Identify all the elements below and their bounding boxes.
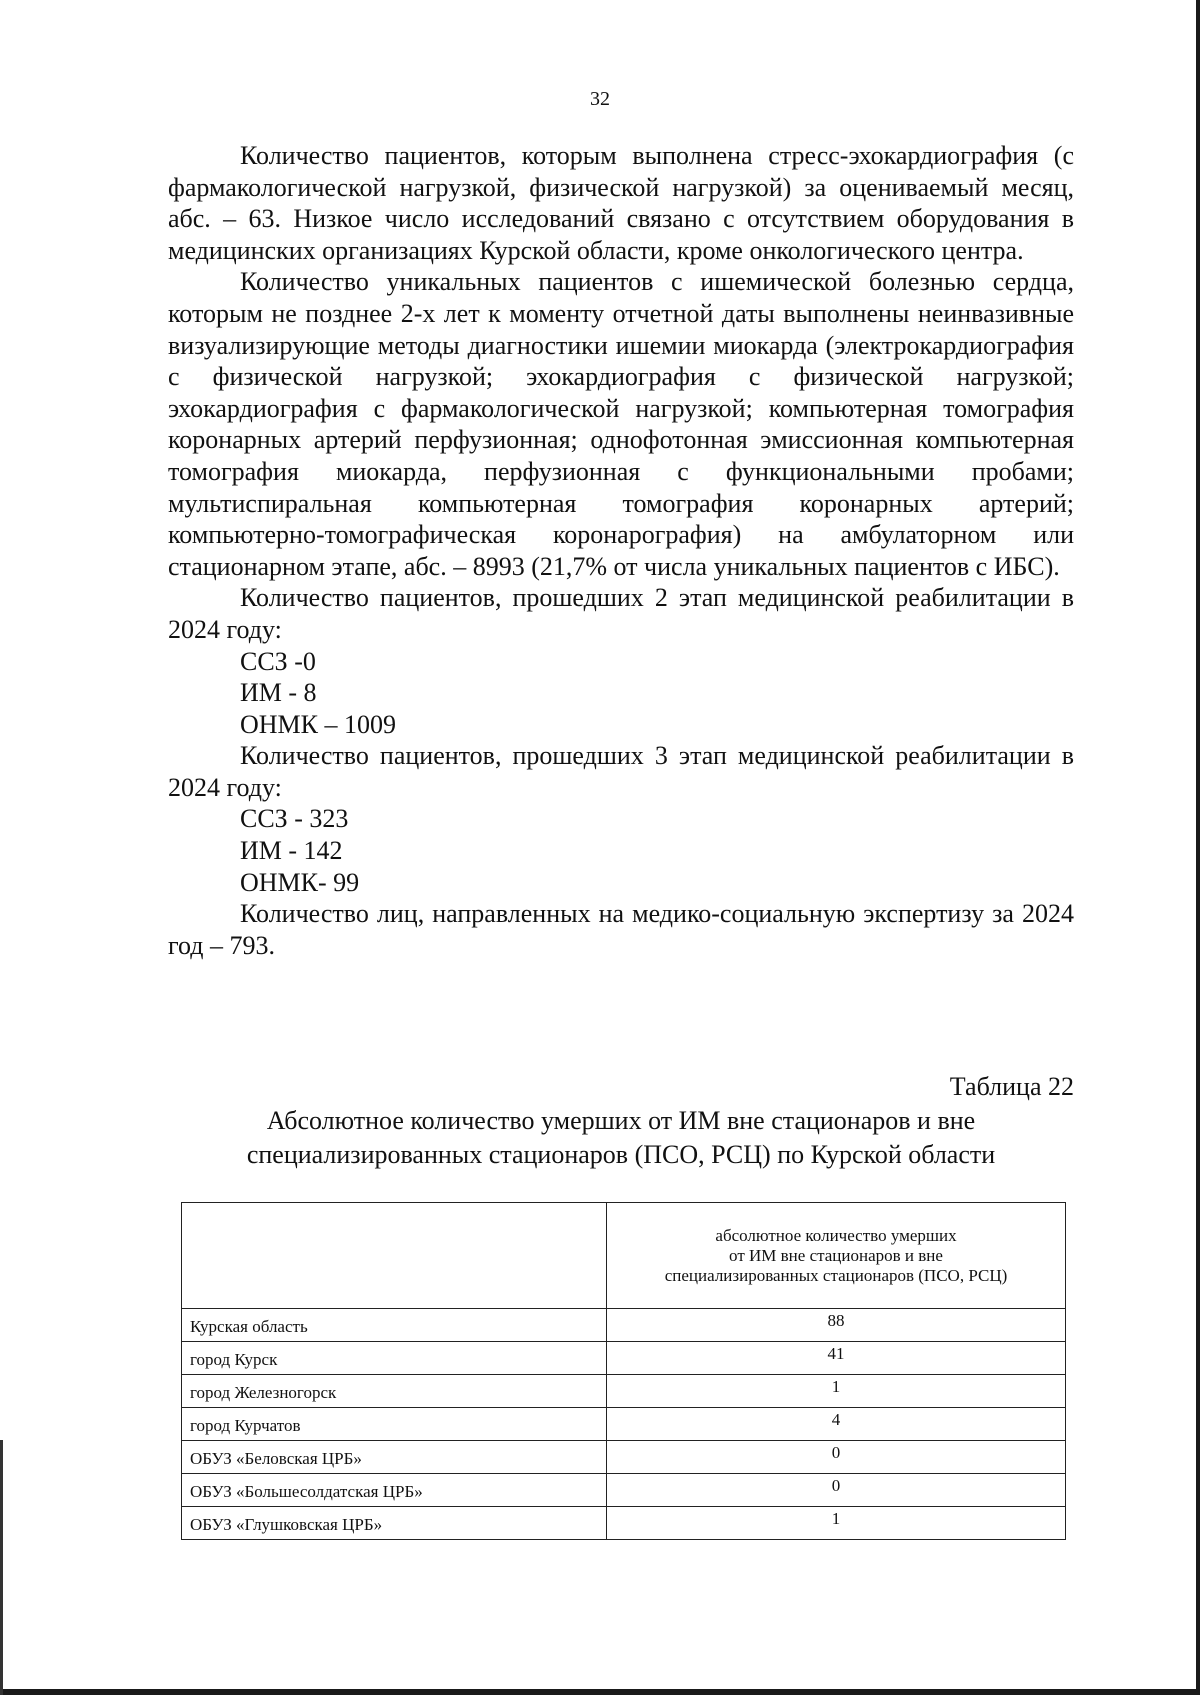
paragraph-unique-ibs: Количество уникальных пациентов с ишемической болезнью сердца, которым не позднее 2-х лет к моменту отчетной даты выполнены неинвазивные визуализирующие методы диагностики ишемии миокарда (электрокардиография с физической нагрузкой; эхокардиография с физической нагрузкой; эхокардиография с фармакологической нагрузкой; компьютерная томография коронарных артерий перфузионная; однофотонная эмиссионная компьютерная томография миокарда, перфузионная с функциональными пробами; мультиспиральная компьютерная томография коронарных артерий; компьютерно-томографическая коронарография) на амбулаторном или стационарном этапе, абс. – 8993 (21,7% от числа уникальных пациентов с ИБС).	[168, 267, 1074, 581]
paragraph-rehab-stage-3: Количество пациентов, прошедших 3 этап медицинской реабилитации в 2024 году:	[168, 741, 1074, 802]
table-title	[168, 1104, 1074, 1172]
table-title-line: Абсолютное количество умерших от ИМ вне стационаров и вне	[266, 1106, 976, 1135]
rehab-2-item: ИМ - 8	[240, 678, 317, 708]
death-count: 0	[607, 1474, 1066, 1507]
region-name: ОБУЗ «Большесолдатская ЦРБ»	[182, 1474, 607, 1507]
table-row	[182, 1309, 1066, 1342]
rehab-2-item: ССЗ -0	[240, 646, 316, 676]
table-row	[182, 1408, 1066, 1441]
table-row	[182, 1441, 1066, 1474]
table-header-empty-cell	[182, 1203, 607, 1309]
column-header-line: специализированных стационаров (ПСО, РСЦ)	[664, 1265, 1008, 1285]
paragraph-rehab-stage-2: Количество пациентов, прошедших 2 этап медицинской реабилитации в 2024 году:	[168, 583, 1074, 644]
region-name: город Курск	[182, 1342, 607, 1375]
death-count: 88	[607, 1309, 1066, 1342]
death-count: 4	[607, 1408, 1066, 1441]
death-count: 1	[607, 1375, 1066, 1408]
death-count: 1	[607, 1507, 1066, 1540]
rehab-2-item: ОНМК – 1009	[240, 709, 397, 739]
scan-edge-left	[0, 1440, 3, 1695]
document-body	[168, 140, 1074, 961]
table-row	[182, 1342, 1066, 1375]
region-name: ОБУЗ «Беловская ЦРБ»	[182, 1441, 607, 1474]
scan-edge-bottom	[0, 1689, 1200, 1695]
table-row	[182, 1507, 1066, 1540]
region-name: город Курчатов	[182, 1408, 607, 1441]
region-name: ОБУЗ «Глушковская ЦРБ»	[182, 1507, 607, 1540]
table-row	[182, 1375, 1066, 1408]
scan-edge-right	[1196, 0, 1200, 1695]
table-header-row	[182, 1203, 1066, 1309]
death-count: 0	[607, 1441, 1066, 1474]
table-column-header	[607, 1203, 1066, 1309]
region-name: город Железногорск	[182, 1375, 607, 1408]
rehab-3-item: ОНМК- 99	[240, 867, 360, 897]
death-count: 41	[607, 1342, 1066, 1375]
table-number-label: Таблица 22	[949, 1072, 1074, 1101]
deaths-table	[181, 1202, 1066, 1540]
table-title-line: специализированных стационаров (ПСО, РСЦ) по Курской области	[246, 1140, 996, 1169]
region-name: Курская область	[182, 1309, 607, 1342]
column-header-line: от ИМ вне стационаров и вне	[729, 1245, 943, 1265]
rehab-3-item: ИМ - 142	[240, 836, 343, 866]
column-header-line: абсолютное количество умерших	[715, 1225, 957, 1245]
rehab-3-item: ССЗ - 323	[240, 804, 349, 834]
page-number: 32	[590, 88, 610, 110]
table-row	[182, 1474, 1066, 1507]
paragraph-mse: Количество лиц, направленных на медико-социальную экспертизу за 2024 год – 793.	[168, 899, 1074, 960]
paragraph-stress-echo: Количество пациентов, которым выполнена стресс-эхокардиография (с фармакологической нагрузкой, физической нагрузкой) за оцениваемый месяц, абс. – 63. Низкое число исследований связано с отсутствием оборудования в медицинских организациях Курской области, кроме онкологического центра.	[168, 141, 1074, 265]
